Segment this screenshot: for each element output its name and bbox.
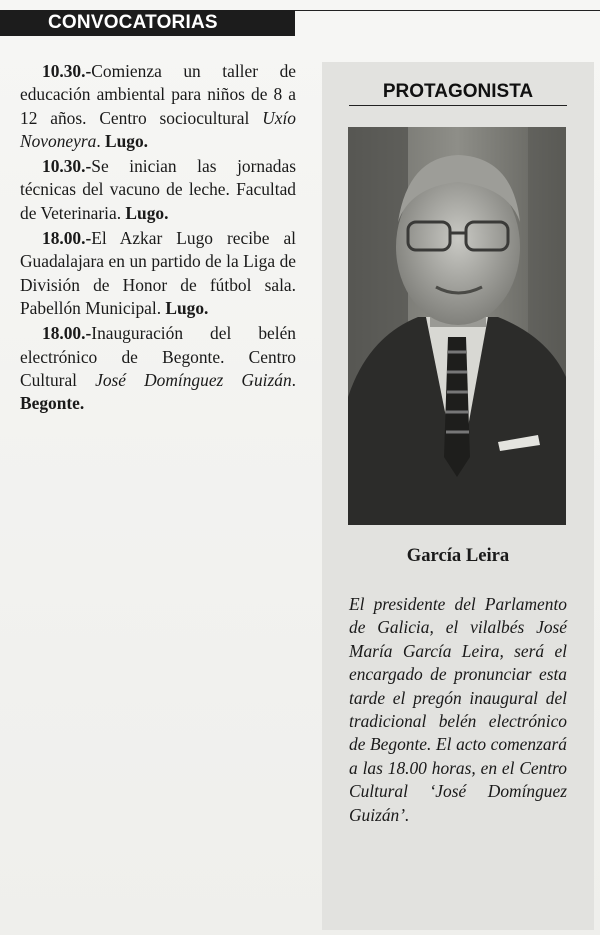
event-text-after: . [96,130,106,151]
event-place: Begonte. [20,393,85,414]
panel-title: PROTAGONISTA [349,81,567,106]
event-time: 10.30.- [42,156,92,177]
event-text: El Azkar Lugo recibe al Guadalajara en un partido de la Liga de División de Honor de fútbol sala. Pabellón Municipal. [20,228,296,318]
section-title: CONVOCATORIAS [48,12,218,33]
portrait-photo [348,127,566,525]
protagonist-caption: El presidente del Parlamento de Galicia, el vilalbés José María García Leira, será el encargado de pronunciar esta tarde el pregón inaugural del tradicional belén electrónico de Begonte. El acto comenzará a las 18.00 horas, en el Centro Cultural ‘José Domínguez Guizán’. [349,594,567,825]
event-place: Lugo. [125,202,169,223]
event-item [20,227,296,320]
event-item [20,155,296,225]
event-time: 18.00.- [42,228,92,249]
event-item [20,322,296,415]
events-column [20,60,296,417]
event-text: Se inician las jornadas técnicas del vacuno de leche. Facultad de Veterinaria. [20,156,296,223]
event-item [20,60,296,153]
event-text: Inauguración del belén electrónico de Begonte. Centro Cultural [20,323,296,390]
protagonist-name: García Leira [406,545,510,566]
event-time: 10.30.- [42,61,92,81]
event-place: Lugo. [105,130,149,151]
event-place: Lugo. [165,297,209,318]
event-venue-name: Uxío Novoneyra [20,107,296,151]
event-time: 18.00.- [42,323,92,344]
header-rule [295,10,600,11]
event-text: Comienza un taller de educación ambiental para niños de 8 a 12 años. Centro sociocultural [20,61,296,128]
event-text-after: . [291,369,297,390]
event-venue-name: José Domínguez Guizán [95,369,292,390]
section-header [0,10,295,36]
portrait-photo-icon [348,127,566,525]
